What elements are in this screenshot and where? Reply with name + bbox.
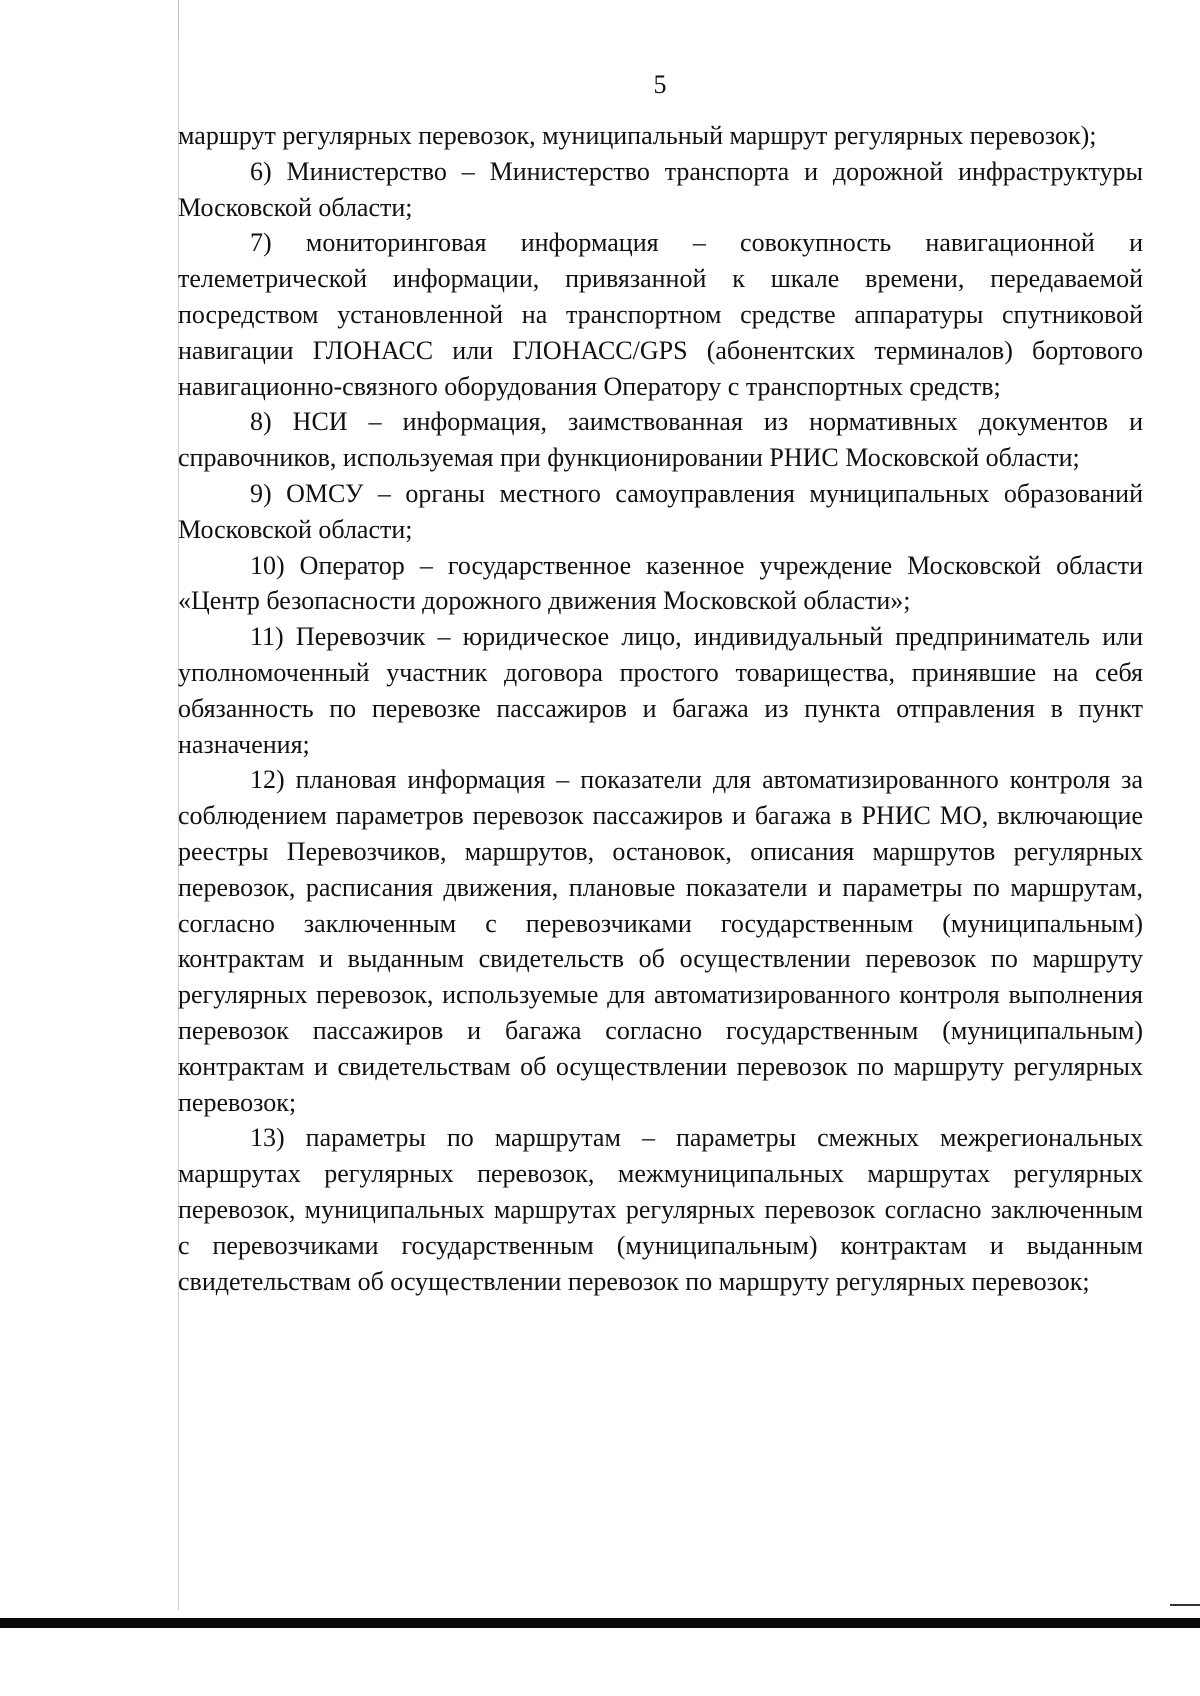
scan-edge-mark [1170,1604,1200,1606]
paragraph-9: 9) ОМСУ – органы местного самоуправления муниципальных образований Московской области; [178,478,1143,544]
scan-bottom-edge [0,1618,1200,1628]
paragraph-continuation: маршрут регулярных перевозок, муниципальный маршрут регулярных перевозок); [178,121,1097,150]
page-number: 5 [653,70,667,99]
document-body [178,118,1143,1299]
scan-margin-line-top [178,0,179,40]
paragraph-11: 11) Перевозчик – юридическое лицо, индивидуальный предприниматель или уполномоченный участник договора простого товарищества, принявшие на себя обязанность по перевозке пассажиров и багажа из пункта отправления в пункт назначения; [178,622,1143,759]
paragraph-8: 8) НСИ – информация, заимствованная из нормативных документов и справочников, используемая при функционировании РНИС Московской области; [178,407,1143,473]
paragraph-10: 10) Оператор – государственное казенное учреждение Московской области «Центр безопасности дорожного движения Московской области»; [178,550,1143,616]
paragraph-6: 6) Министерство – Министерство транспорта и дорожной инфраструктуры Московской области; [178,156,1143,222]
paragraph-12: 12) плановая информация – показатели для автоматизированного контроля за соблюдением параметров перевозок пассажиров и багажа в РНИС МО, включающие реестры Перевозчиков, маршрутов, остановок, описания маршрутов регулярных перевозок, расписания движения, плановые показатели и параметры по маршрутам, согласно заключенным с перевозчиками государственным (муниципальным) контрактам и выданным свидетельств об осуществлении перевозок по маршруту регулярных перевозок, используемые для автоматизированного контроля выполнения перевозок пассажиров и багажа согласно государственным (муниципальным) контрактам и свидетельствам об осуществлении перевозок по маршруту регулярных перевозок; [178,765,1143,1117]
paragraph-7: 7) мониторинговая информация – совокупность навигационной и телеметрической информации, привязанной к шкале времени, передаваемой посредством установленной на транспортном средстве аппаратуры спутниковой навигации ГЛОНАСС или ГЛОНАСС/GPS (абонентских терминалов) бортового навигационно-связного оборудования Оператору с транспортных средств; [178,228,1143,401]
paragraph-13: 13) параметры по маршрутам – параметры смежных межрегиональных маршрутах регулярных перевозок, межмуниципальных маршрутах регулярных перевозок, муниципальных маршрутах регулярных перевозок согласно заключенным с перевозчиками государственным (муниципальным) контрактам и выданным свидетельствам об осуществлении перевозок по маршруту регулярных перевозок; [178,1123,1143,1296]
